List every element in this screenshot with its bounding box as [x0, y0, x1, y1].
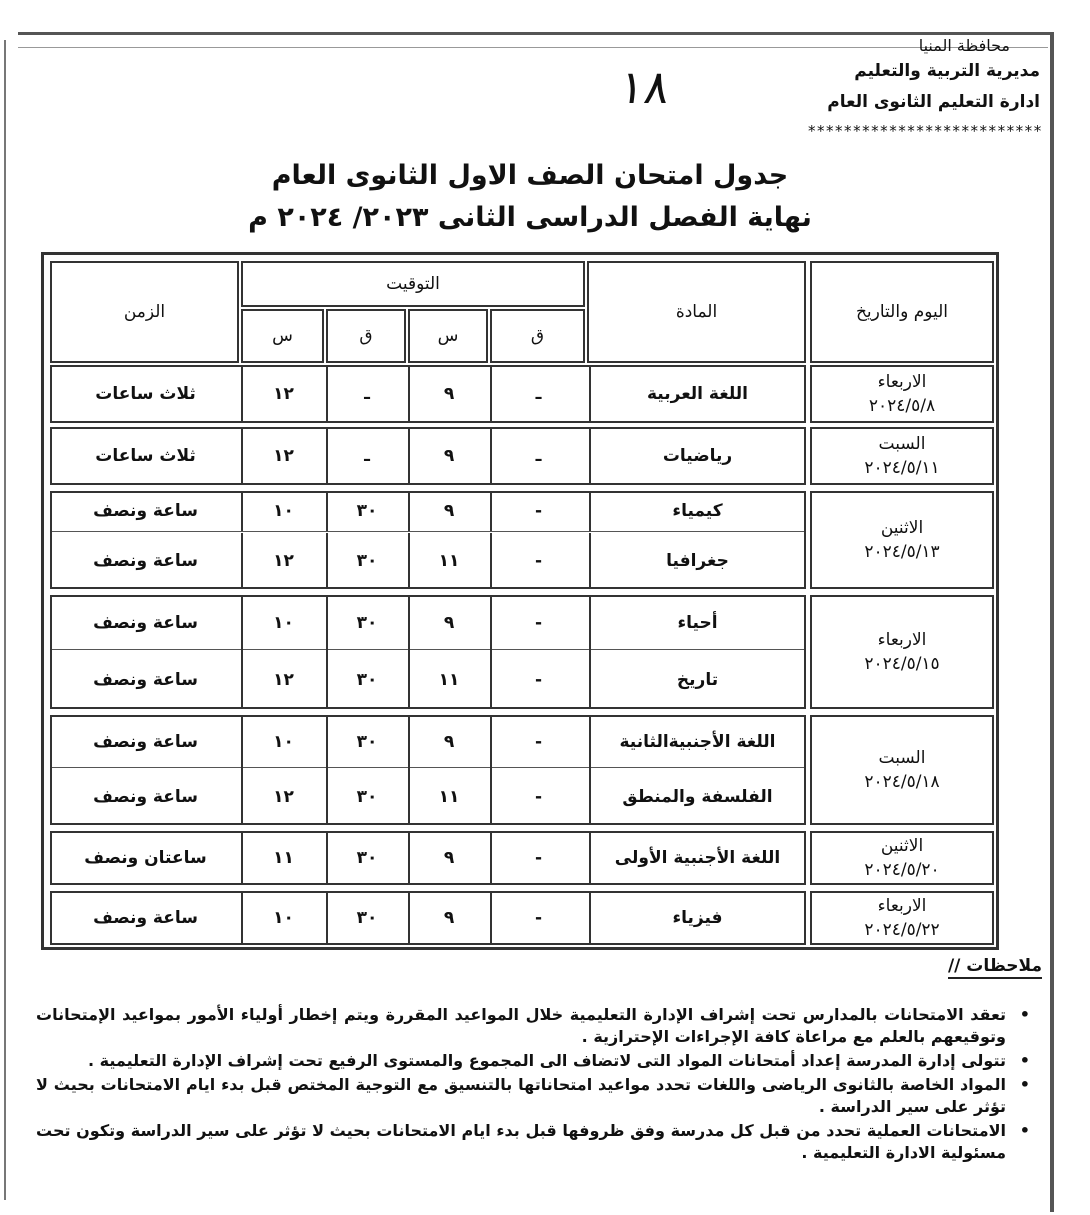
to-hours-cell: ١٠	[241, 891, 324, 945]
to-hours-cell: ١٢	[241, 651, 324, 709]
day-cell	[810, 491, 994, 589]
subject-cell: رياضيات	[589, 427, 804, 485]
bullet-icon: •	[1019, 1005, 1030, 1024]
to-minutes-cell: ٣٠	[326, 595, 406, 651]
to-hours-cell: ١٢	[241, 365, 324, 423]
letterhead	[780, 36, 1040, 118]
subject-cell: تاريخ	[589, 651, 804, 709]
header-to-hours: س	[241, 309, 324, 363]
day-date: ٢٠٢٤/٥/٢٢	[864, 920, 940, 940]
notes-title: ملاحظات //	[948, 956, 1042, 979]
from-minutes-cell: ـ	[490, 365, 585, 423]
day-name: السبت	[878, 748, 926, 768]
header-subject: المادة	[587, 261, 806, 363]
row-divider	[52, 531, 804, 532]
to-minutes-cell: ٣٠	[326, 491, 406, 531]
bullet-icon: •	[1019, 1121, 1030, 1140]
subject-cell: جغرافيا	[589, 533, 804, 589]
to-minutes-cell: ٣٠	[326, 891, 406, 945]
administration-name: ادارة التعليم الثانوى العام	[827, 92, 1040, 112]
from-hours-cell: ٩	[408, 595, 488, 651]
note-text: تعقد الامتحانات بالمدارس تحت إشراف الإدارة التعليمية خلال المواعيد المقررة ويتم إخطار أولياء الأمور بمواعيد الإمتحانات وتوقيعهم بالعلم مع مراعاة كافة الإجراءات الإحترازية .	[36, 1005, 1006, 1046]
header-from-minutes: ق	[490, 309, 585, 363]
from-minutes-cell: -	[490, 769, 585, 825]
day-date: ٢٠٢٤/٥/١١	[864, 458, 940, 478]
to-minutes-cell: ٣٠	[326, 715, 406, 769]
to-minutes-cell: ـ	[326, 427, 406, 485]
header-duration: الزمن	[50, 261, 239, 363]
note-item	[36, 1050, 1030, 1072]
header-day-date: اليوم والتاريخ	[810, 261, 994, 363]
day-date: ٢٠٢٤/٥/٢٠	[864, 860, 940, 880]
stars-divider: **************************	[807, 122, 1042, 140]
day-cell	[810, 427, 994, 485]
day-name: الاثنين	[880, 836, 924, 856]
to-hours-cell: ١٢	[241, 769, 324, 825]
subject-cell: اللغة الأجنبية الأولى	[589, 831, 804, 885]
to-hours-cell: ١١	[241, 831, 324, 885]
from-minutes-cell: -	[490, 533, 585, 589]
header-timing: التوقيت	[241, 261, 585, 307]
to-hours-cell: ١٠	[241, 491, 324, 531]
from-hours-cell: ٩	[408, 831, 488, 885]
duration-cell: ساعة ونصف	[93, 501, 198, 521]
from-minutes-cell: -	[490, 651, 585, 709]
to-hours-cell: ١٢	[241, 427, 324, 485]
day-cell	[810, 831, 994, 885]
note-item	[36, 1120, 1030, 1164]
header-to-minutes: ق	[326, 309, 406, 363]
from-hours-cell: ٩	[408, 365, 488, 423]
duration-cell: ثلاث ساعات	[95, 446, 196, 466]
from-hours-cell: ١١	[408, 769, 488, 825]
handwritten-page-mark: ١٨	[616, 60, 674, 114]
from-minutes-cell: -	[490, 715, 585, 769]
governorate-name: محافظة المنيا	[918, 36, 1010, 55]
note-text: تتولى إدارة المدرسة إعداد أمتحانات المواد التى لاتضاف الى المجموع والمستوى الرفيع تحت إشراف الإدارة التعليمية .	[88, 1051, 1006, 1070]
from-minutes-cell: -	[490, 891, 585, 945]
to-hours-cell: ١٠	[241, 715, 324, 769]
day-cell	[810, 891, 994, 945]
subject-cell: اللغة الأجنبيةالثانية	[589, 715, 804, 769]
from-minutes-cell: ـ	[490, 427, 585, 485]
from-minutes-cell: -	[490, 595, 585, 651]
page-title: جدول امتحان الصف الاول الثانوى العام	[271, 160, 789, 191]
day-name: الاربعاء	[877, 630, 927, 650]
from-minutes-cell: -	[490, 831, 585, 885]
notes-list	[36, 1004, 1030, 1166]
bullet-icon: •	[1019, 1051, 1030, 1070]
from-hours-cell: ٩	[408, 891, 488, 945]
exam-schedule-table	[41, 252, 999, 950]
duration-cell: ساعة ونصف	[93, 787, 198, 807]
duration-cell: ساعة ونصف	[93, 908, 198, 928]
from-hours-cell: ١١	[408, 651, 488, 709]
subject-cell: الفلسفة والمنطق	[589, 769, 804, 825]
day-cell	[810, 595, 994, 709]
duration-cell: ثلاث ساعات	[95, 384, 196, 404]
to-hours-cell: ١٠	[241, 595, 324, 651]
to-minutes-cell: ٣٠	[326, 769, 406, 825]
from-hours-cell: ١١	[408, 533, 488, 589]
to-minutes-cell: ـ	[326, 365, 406, 423]
from-hours-cell: ٩	[408, 491, 488, 531]
day-date: ٢٠٢٤/٥/١٣	[864, 542, 940, 562]
note-item	[36, 1074, 1030, 1118]
note-text: المواد الخاصة بالثانوى الرياضى واللغات تحدد مواعيد امتحاناتها بالتنسيق مع التوجية المختص قبل بدء ايام الامتحانات بحيث لا تؤثر على سير الدراسة .	[36, 1075, 1006, 1116]
duration-cell: ساعة ونصف	[93, 613, 198, 633]
from-minutes-cell: -	[490, 491, 585, 531]
day-name: السبت	[878, 434, 926, 454]
duration-cell: ساعة ونصف	[93, 732, 198, 752]
duration-cell: ساعة ونصف	[93, 551, 198, 571]
day-cell	[810, 715, 994, 825]
day-date: ٢٠٢٤/٥/١٥	[864, 654, 940, 674]
duration-cell: ساعة ونصف	[93, 670, 198, 690]
subject-cell: كيمياء	[589, 491, 804, 531]
to-hours-cell: ١٢	[241, 533, 324, 589]
day-name: الاثنين	[880, 518, 924, 538]
duration-cell: ساعتان ونصف	[84, 848, 207, 868]
page-subtitle: نهاية الفصل الدراسى الثانى ٢٠٢٣/ ٢٠٢٤ م	[248, 202, 812, 233]
subject-cell: أحياء	[589, 595, 804, 651]
header-from-hours: س	[408, 309, 488, 363]
day-date: ٢٠٢٤/٥/٨	[868, 396, 936, 416]
directorate-name: مديرية التربية والتعليم	[854, 61, 1040, 81]
bullet-icon: •	[1019, 1075, 1030, 1094]
day-date: ٢٠٢٤/٥/١٨	[864, 772, 940, 792]
subject-cell: اللغة العربية	[589, 365, 804, 423]
to-minutes-cell: ٣٠	[326, 533, 406, 589]
day-name: الاربعاء	[877, 896, 927, 916]
from-hours-cell: ٩	[408, 427, 488, 485]
note-text: الامتحانات العملية تحدد من قبل كل مدرسة وفق ظروفها قبل بدء ايام الامتحانات بحيث لا تؤثر على سير الدراسة وتكون تحت مسئولية الادارة التعليمية .	[36, 1121, 1006, 1162]
note-item	[36, 1004, 1030, 1048]
from-hours-cell: ٩	[408, 715, 488, 769]
day-cell	[810, 365, 994, 423]
to-minutes-cell: ٣٠	[326, 831, 406, 885]
to-minutes-cell: ٣٠	[326, 651, 406, 709]
day-name: الاربعاء	[877, 372, 927, 392]
subject-cell: فيزياء	[589, 891, 804, 945]
